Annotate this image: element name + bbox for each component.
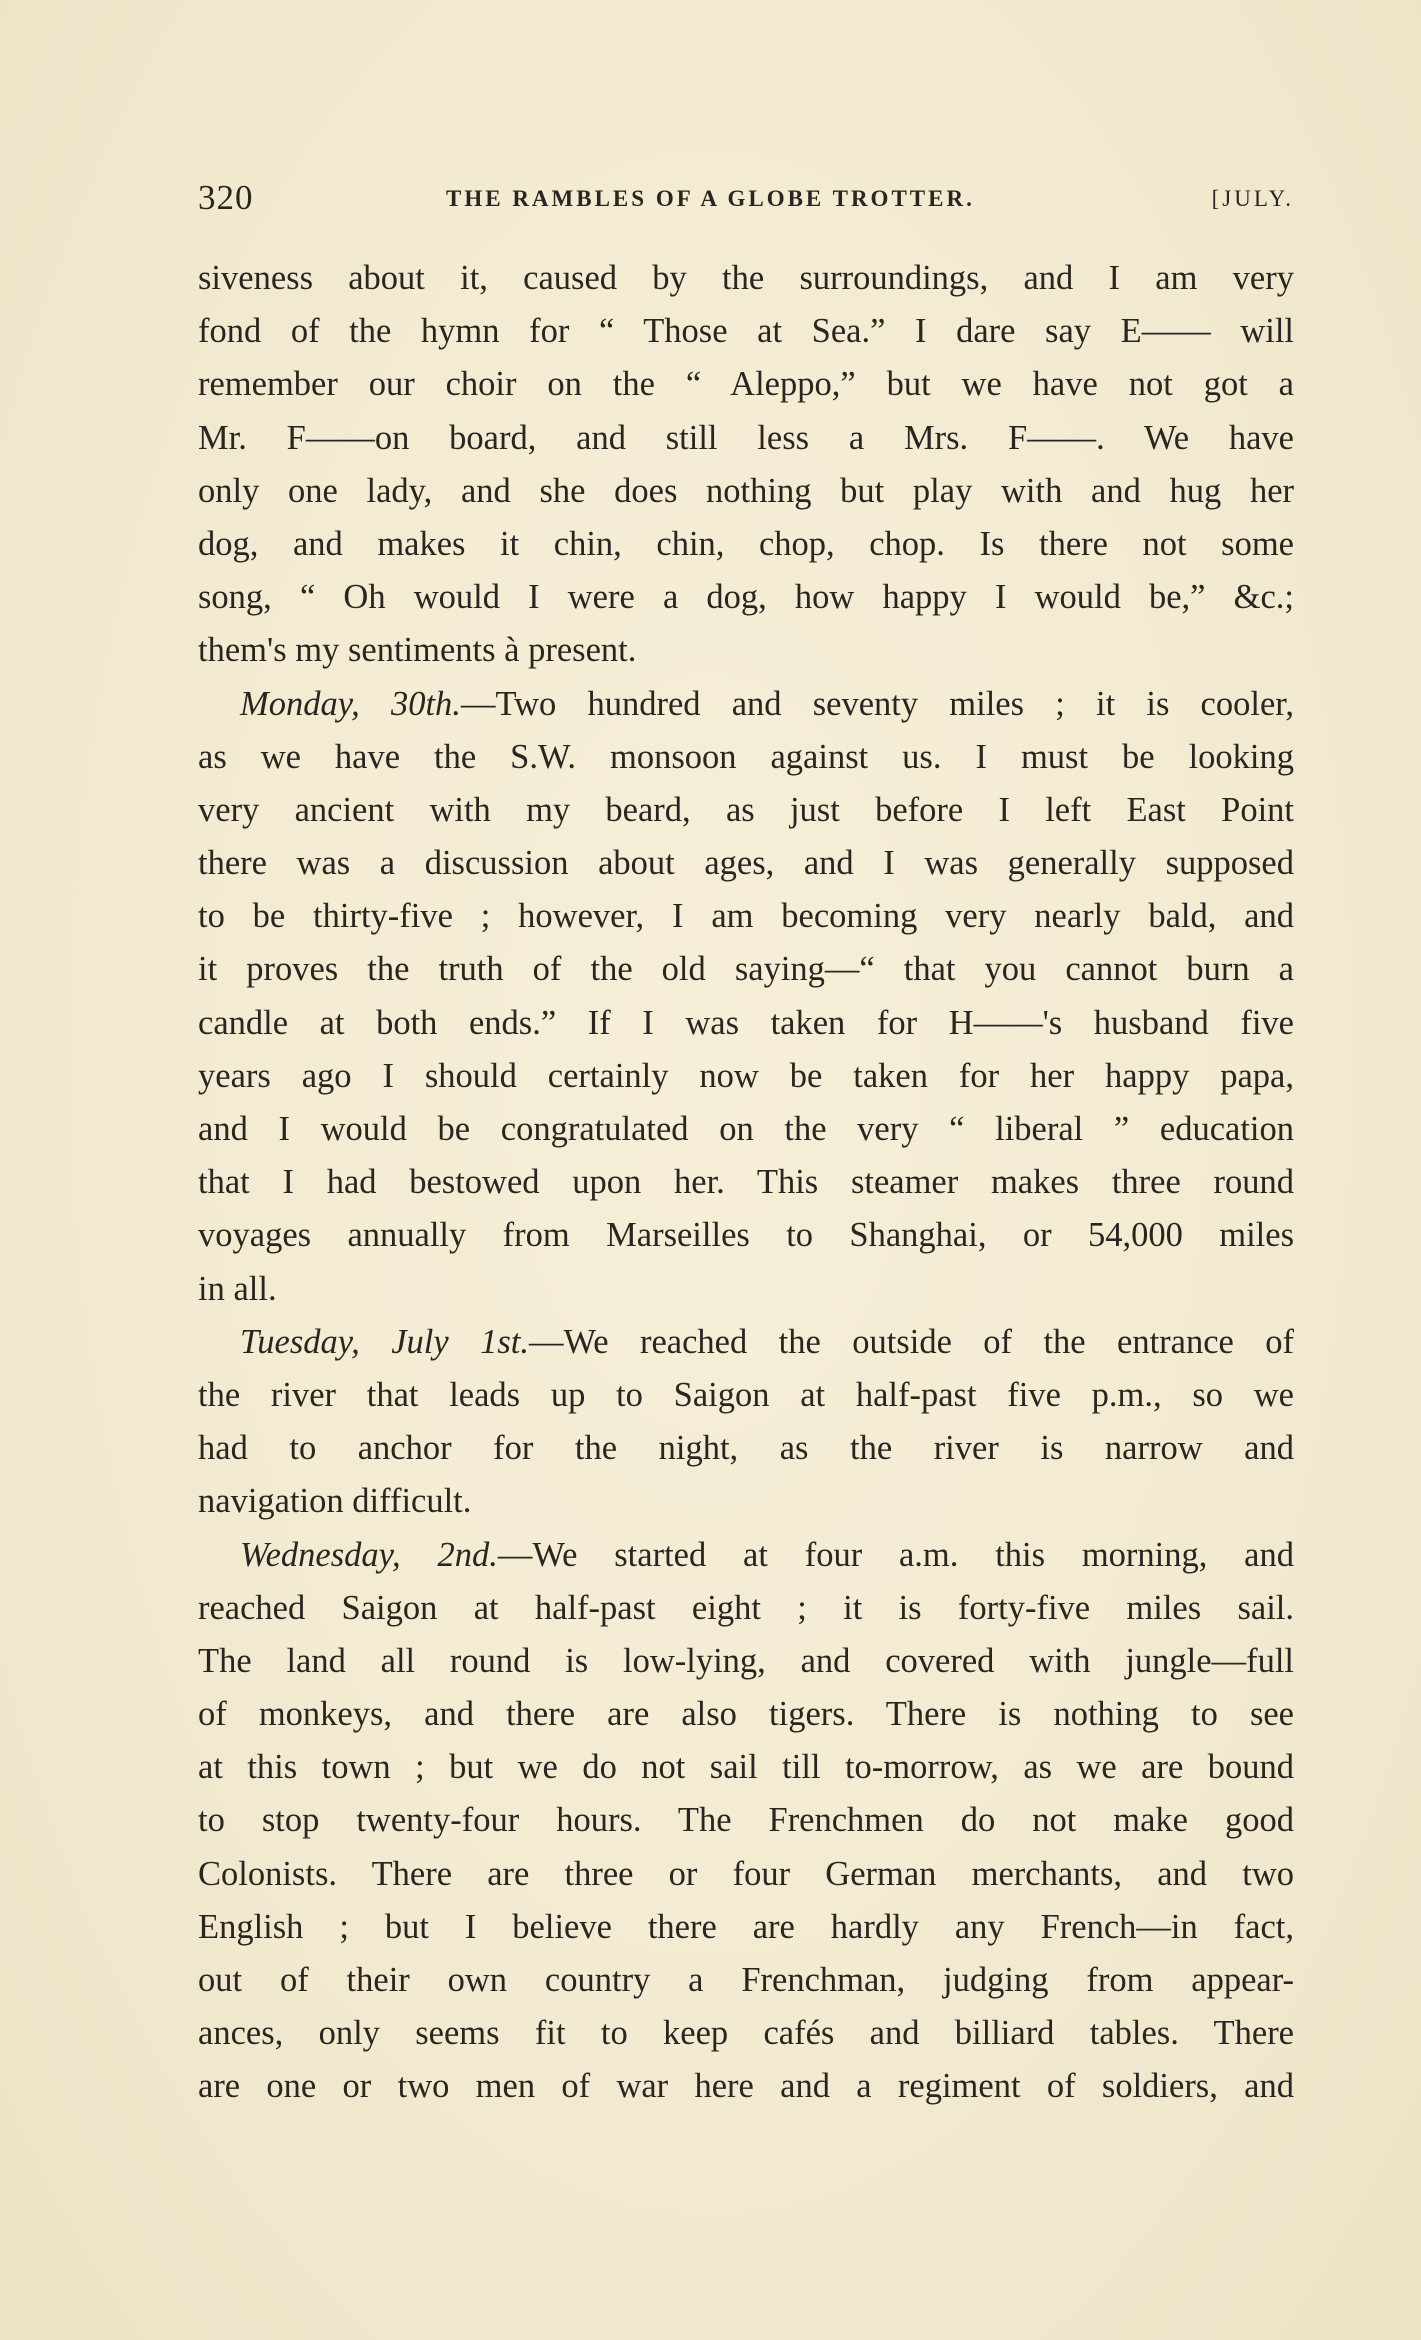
- body-text: [198, 252, 1294, 2114]
- text-line: [198, 1316, 1294, 1369]
- text-line: it proves the truth of the old saying—“ that you cannot burn a: [198, 950, 1294, 989]
- text-line: Colonists. There are three or four German merchants, and two: [198, 1854, 1294, 1893]
- text-line: ances, only seems fit to keep cafés and billiard tables. There: [198, 2014, 1294, 2053]
- text-line: very ancient with my beard, as just before I left East Point: [198, 790, 1294, 829]
- text-line: siveness about it, caused by the surroundings, and I am very: [198, 259, 1294, 297]
- text-line: and I would be congratulated on the very “ liberal ” education: [198, 1110, 1294, 1148]
- text-line: of monkeys, and there are also tigers. There is nothing to see: [198, 1695, 1294, 1734]
- text-line: remember our choir on the “ Aleppo,” but we have not got a: [198, 365, 1294, 404]
- text-line: The land all round is low-lying, and covered with jungle—full: [198, 1641, 1294, 1680]
- text-line: [198, 1529, 1294, 1582]
- text-line: song, “ Oh would I were a dog, how happy I would be,” &c.;: [198, 578, 1294, 617]
- page-number: 320: [198, 178, 254, 217]
- text-line: voyages annually from Marseilles to Shanghai, or 54,000 miles: [198, 1216, 1294, 1255]
- running-head: [198, 178, 1294, 226]
- running-month: [JULY.: [1211, 186, 1294, 211]
- text-line: fond of the hymn for “ Those at Sea.” I dare say E—— will: [198, 312, 1294, 351]
- text-line: English ; but I believe there are hardly any French—in fact,: [198, 1907, 1294, 1946]
- text-line: that I had bestowed upon her. This steamer makes three round: [198, 1163, 1294, 1202]
- text-line: there was a discussion about ages, and I was generally supposed: [198, 844, 1294, 883]
- text-line: out of their own country a Frenchman, judging from appear-: [198, 1961, 1294, 1999]
- text-line: as we have the S.W. monsoon against us. I must be looking: [198, 737, 1294, 776]
- text-line-content: —We reached the outside of the entrance of: [528, 1322, 1294, 1361]
- text-line: the river that leads up to Saigon at half-past five p.m., so we: [198, 1375, 1294, 1414]
- text-line-content: —Two hundred and seventy miles ; it is cooler,: [460, 684, 1294, 723]
- text-line: years ago I should certainly now be taken for her happy papa,: [198, 1056, 1294, 1095]
- text-line: candle at both ends.” If I was taken for H——'s husband five: [198, 1003, 1294, 1042]
- text-line: reached Saigon at half-past eight ; it is forty-five miles sail.: [198, 1588, 1294, 1627]
- text-line: only one lady, and she does nothing but play with and hug her: [198, 471, 1294, 510]
- text-line: Mr. F——on board, and still less a Mrs. F——. We have: [198, 418, 1294, 457]
- text-line: in all.: [198, 1269, 277, 1308]
- text-line: to be thirty-five ; however, I am becoming very nearly bald, and: [198, 897, 1294, 936]
- date-heading-tuesday: Tuesday, July 1st.: [240, 1322, 529, 1361]
- date-heading-monday: Monday, 30th.: [240, 684, 461, 723]
- text-line-content: —We started at four a.m. this morning, and: [497, 1535, 1294, 1574]
- text-line: to stop twenty-four hours. The Frenchmen do not make good: [198, 1801, 1294, 1840]
- text-line: them's my sentiments à present.: [198, 631, 637, 670]
- text-line: navigation difficult.: [198, 1482, 472, 1521]
- text-line: had to anchor for the night, as the river is narrow and: [198, 1429, 1294, 1468]
- text-line: [198, 678, 1294, 731]
- text-line: at this town ; but we do not sail till to-morrow, as we are bound: [198, 1748, 1294, 1787]
- date-heading-wednesday: Wednesday, 2nd.: [240, 1535, 498, 1574]
- running-title: THE RAMBLES OF A GLOBE TROTTER.: [446, 186, 975, 211]
- text-line: are one or two men of war here and a regiment of soldiers, and: [198, 2067, 1294, 2106]
- text-line: dog, and makes it chin, chin, chop, chop. Is there not some: [198, 524, 1294, 563]
